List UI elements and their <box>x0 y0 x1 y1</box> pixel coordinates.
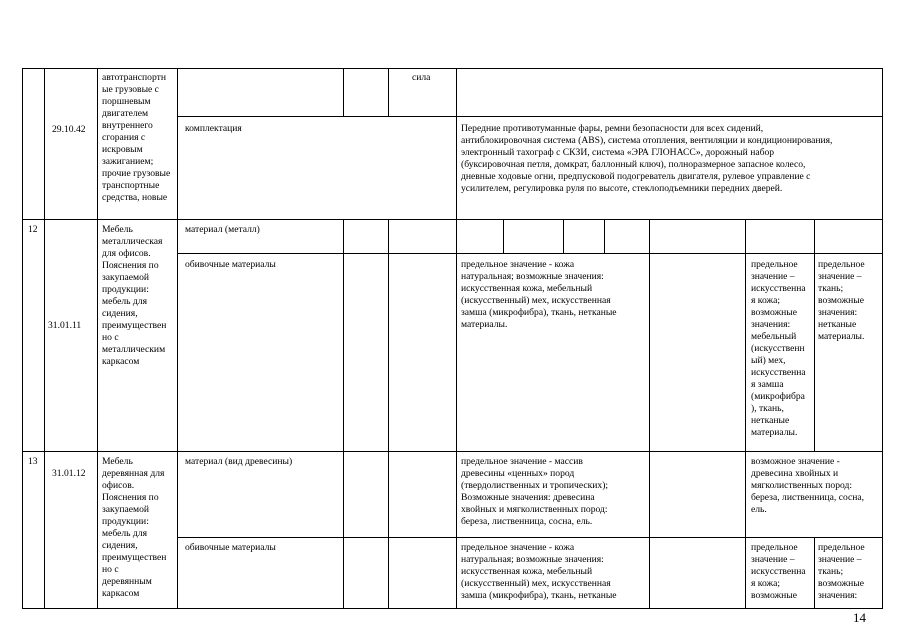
property-value: предельное значение – ткань; возможные значения: нетканые материалы. <box>818 259 865 342</box>
row-product-name: Мебель деревянная для офисов. Пояснения по закупаемой продукции: мебель для сидения, преимуществен но с деревянным каркасом <box>102 456 167 599</box>
property-label: комплектация <box>185 123 242 134</box>
page-number: 14 <box>853 610 866 625</box>
row-code: 31.01.11 <box>48 320 82 331</box>
row-code: 29.10.42 <box>52 124 86 135</box>
property-value: предельное значение – ткань; возможные значения: <box>818 542 865 601</box>
property-value: предельное значение - кожа натуральная; возможные значения: искусственная кожа, мебельный (искусственный) мех, искусственная замша (микрофибра), ткань, нетканые <box>461 542 617 601</box>
property-value: предельное значение – искусственна я кожа; возможные <box>751 542 806 601</box>
row-number: 12 <box>28 224 38 235</box>
property-value: предельное значение – искусственна я кожа; возможные значения: мебельный (искусственн ый) мех, искусственна я замша (микрофибра ), ткань, нетканые материалы. <box>751 259 806 438</box>
row-number: 13 <box>28 456 38 467</box>
property-value: предельное значение - массив древесины «ценных» пород (твердолиственных и тропических); Возможные значения: древесина хвойных и мягколиственных пород: береза, лиственница, сосна, ель. <box>461 456 609 527</box>
property-value: возможное значение - древесина хвойных и мягколиственных пород: береза, лиственница, сосна, ель. <box>751 456 865 515</box>
property-label: материал (вид древесины) <box>185 456 293 467</box>
property-value: Передние противотуманные фары, ремни безопасности для всех сидений, антиблокировочная система (ABS), система отопления, вентиляции и кондиционирования, электронный тахограф с СКЗИ, система «ЭРА ГЛОНАСС», дорожный набор (буксировочная петля, домкрат, баллонный ключ), полноразмерное запасное колесо, дневные ходовые огни, предпусковой подогреватель двигателя, рулевое управление с усилителем, регулировка руля по высоте, стеклоподъемники передних дверей. <box>461 123 833 194</box>
property-label: обивочные материалы <box>185 259 276 270</box>
row-product-name: Мебель металлическая для офисов. Пояснения по закупаемой продукции: мебель для сидения, преимуществен но с металлическим каркасом <box>102 224 167 367</box>
row-code: 31.01.12 <box>52 468 86 479</box>
cell-value: сила <box>412 72 431 83</box>
property-label: обивочные материалы <box>185 542 276 553</box>
property-value: предельное значение - кожа натуральная; возможные значения: искусственная кожа, мебельный (искусственный) мех, искусственная замша (микрофибра), ткань, нетканые материалы. <box>461 259 617 330</box>
property-label: материал (металл) <box>185 224 260 235</box>
row-product-name: автотранспортн ые грузовые с поршневым двигателем внутреннего сгорания с искровым зажиганием; прочие грузовые транспортные средства, новые <box>102 72 171 203</box>
